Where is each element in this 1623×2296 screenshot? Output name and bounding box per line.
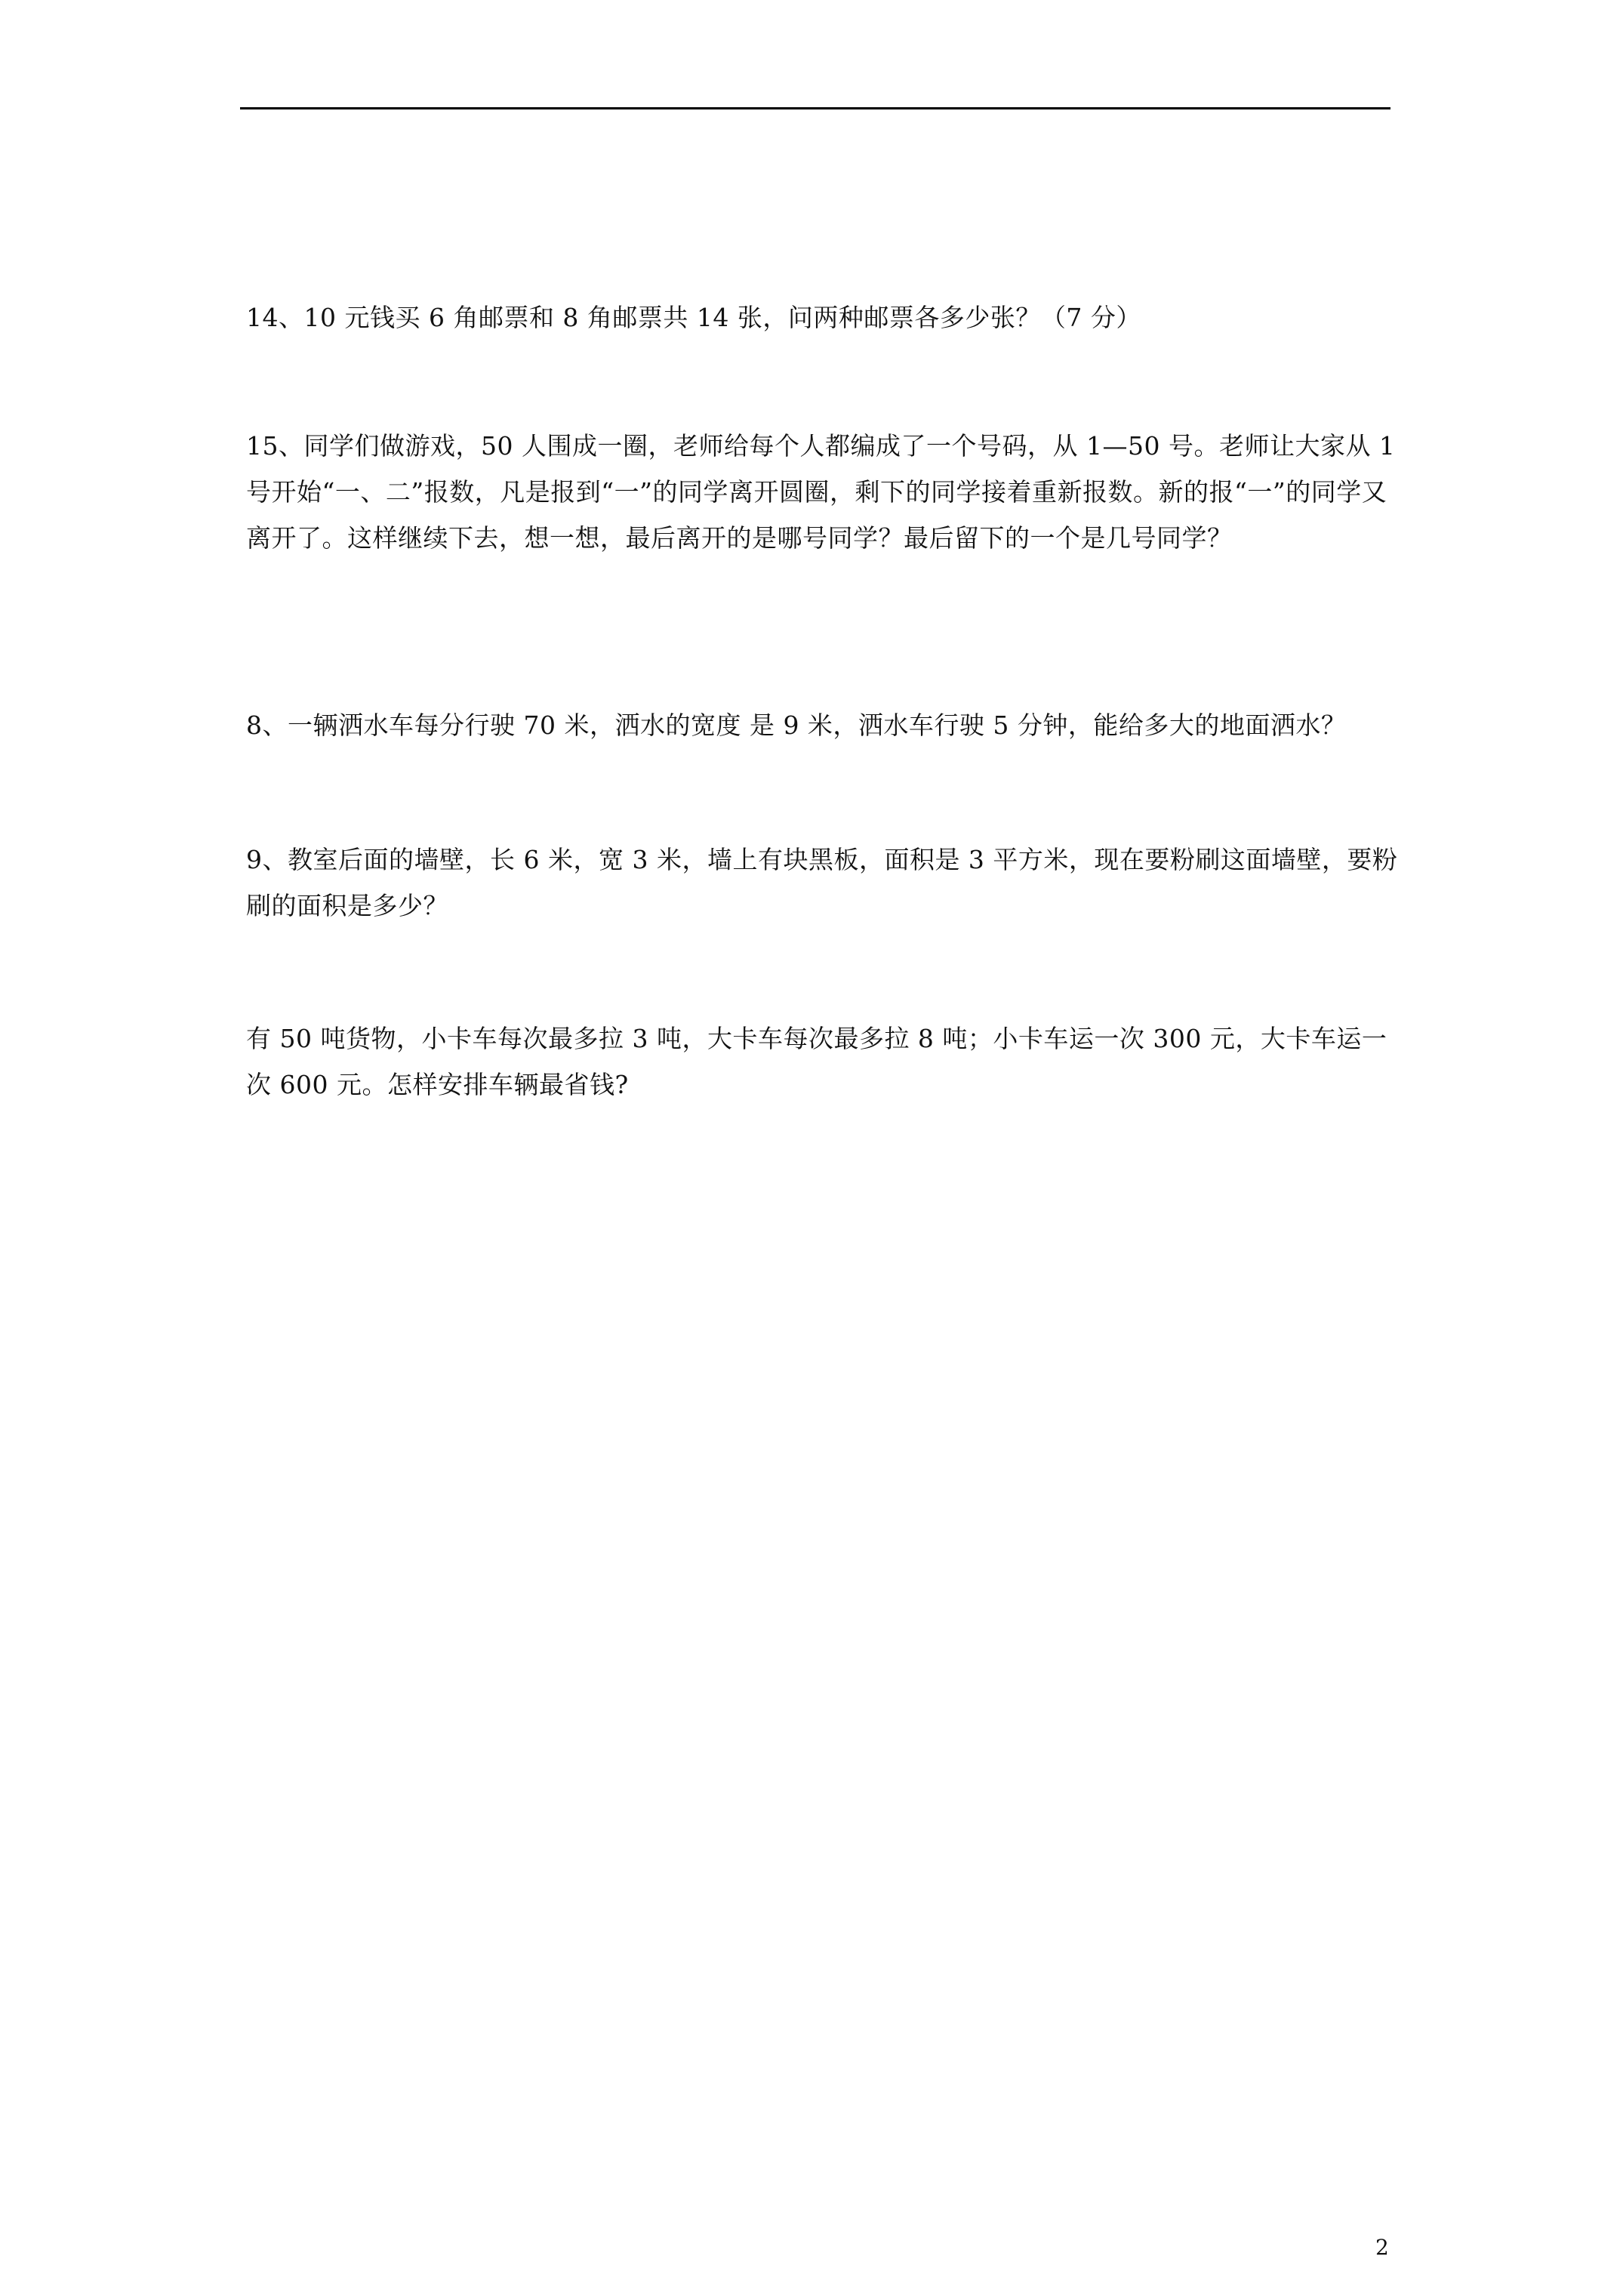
question-9: 9、教室后面的墙壁，长 6 米，宽 3 米，墙上有块黑板，面积是 3 平方米，现在要粉刷这面墙壁，要粉刷的面积是多少？: [246, 845, 1398, 920]
question-8: 8、一辆洒水车每分行驶 70 米，洒水的宽度 是 9 米，洒水车行驶 5 分钟，能给多大的地面洒水？: [246, 710, 1347, 740]
question-trucks: 有 50 吨货物，小卡车每次最多拉 3 吨，大卡车每次最多拉 8 吨；小卡车运一次 300 元，大卡车运一次 600 元。怎样安排车辆最省钱?: [246, 1024, 1387, 1099]
page-number: 2: [1375, 2235, 1389, 2260]
header-rule: [240, 107, 1390, 109]
question-14: 14、10 元钱买 6 角邮票和 8 角邮票共 14 张，问两种邮票各多少张？（7 分）: [246, 303, 1141, 332]
question-15: 15、同学们做游戏，50 人围成一圈，老师给每个人都编成了一个号码，从 1—50 号。老师让大家从 1 号开始“一、二”报数，凡是报到“一”的同学离开圆圈，剩下的同学接着重新报数。新的报“一”的同学又离开了。这样继续下去，想一想，最后离开的是哪号同学？最后留下的一个是几号同学？: [246, 431, 1396, 553]
